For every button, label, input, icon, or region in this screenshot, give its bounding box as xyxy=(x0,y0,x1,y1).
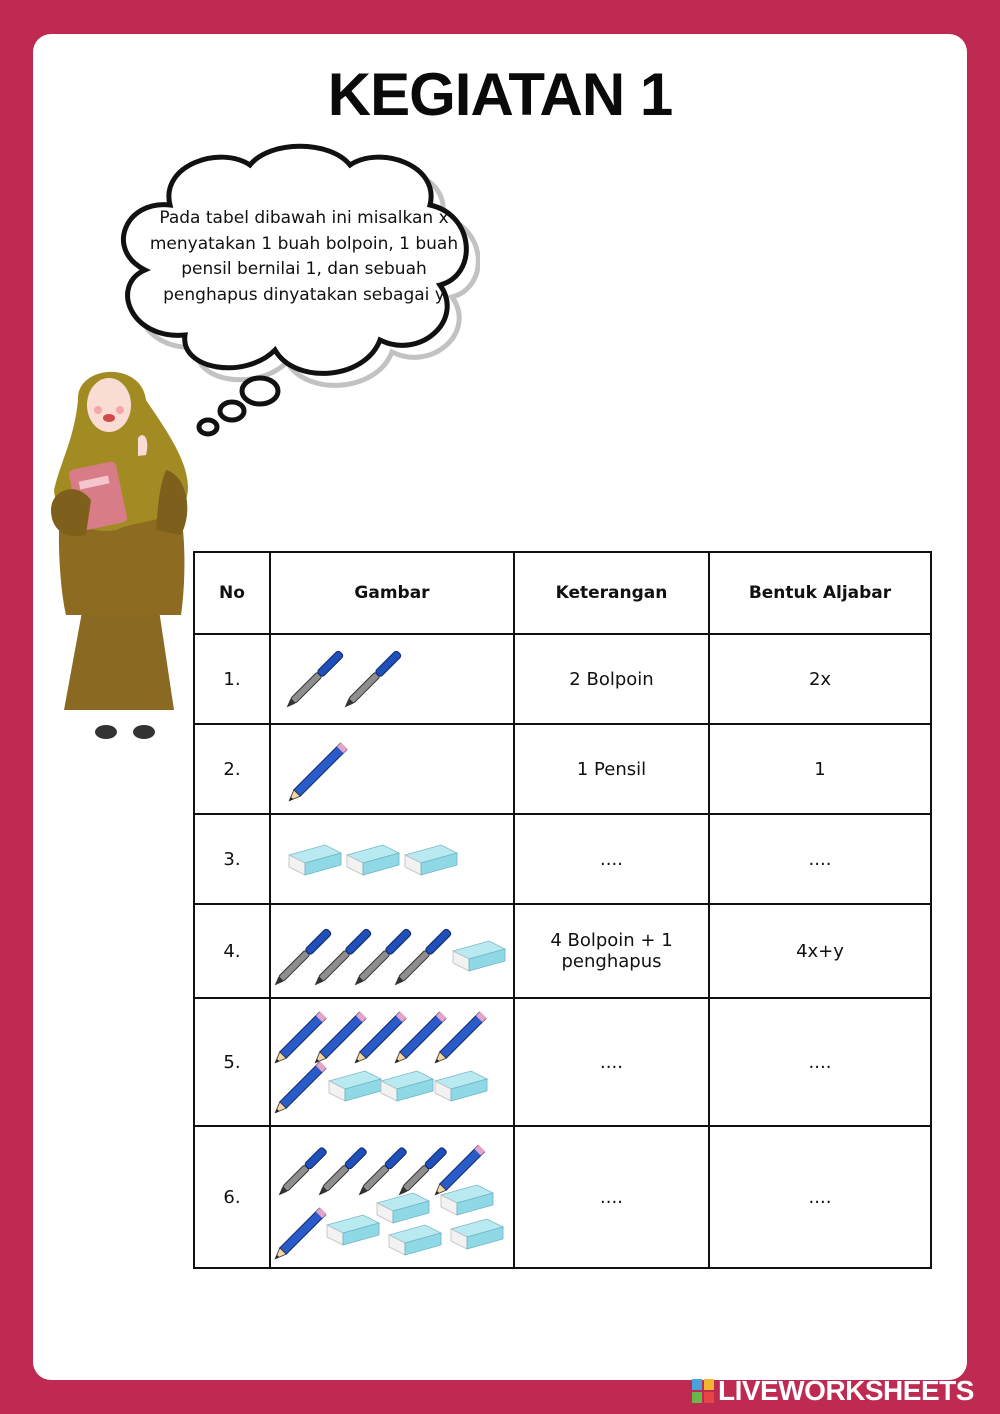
eraser-icon xyxy=(441,1185,493,1215)
pencil-icon xyxy=(286,742,348,804)
ballpoint-pen-icon xyxy=(276,1147,328,1199)
picture-cell xyxy=(270,998,514,1126)
items-picture xyxy=(271,635,511,723)
liveworksheets-logo-icon xyxy=(692,1379,714,1403)
table-row xyxy=(194,724,931,814)
picture-cell xyxy=(270,814,514,904)
eraser-icon xyxy=(329,1071,381,1101)
ballpoint-pen-icon xyxy=(342,650,402,710)
ballpoint-pen-icon xyxy=(284,650,344,710)
table-row xyxy=(194,998,931,1126)
picture-cell xyxy=(270,724,514,814)
description-cell: 1 Pensil xyxy=(514,724,709,814)
items-picture xyxy=(271,905,511,997)
algebra-cell: .... xyxy=(709,998,931,1126)
table-row xyxy=(194,904,931,998)
table-header-row xyxy=(194,552,931,634)
eraser-icon xyxy=(453,941,505,971)
eraser-icon xyxy=(327,1215,379,1245)
no-cell: 3. xyxy=(194,814,270,904)
header-no: No xyxy=(194,552,270,634)
eraser-icon xyxy=(347,845,399,875)
no-cell: 1. xyxy=(194,634,270,724)
no-cell: 5. xyxy=(194,998,270,1126)
description-cell: .... xyxy=(514,998,709,1126)
header-keterangan: Keterangan xyxy=(514,552,709,634)
liveworksheets-brand xyxy=(692,1374,974,1408)
teacher-illustration xyxy=(46,360,196,745)
pencil-icon xyxy=(272,1062,326,1116)
table-row xyxy=(194,1126,931,1268)
items-picture xyxy=(271,725,511,813)
pencil-icon xyxy=(272,1208,326,1262)
no-cell: 2. xyxy=(194,724,270,814)
page-title: KEGIATAN 1 xyxy=(327,61,673,128)
algebra-table xyxy=(193,551,932,1269)
eraser-icon xyxy=(289,845,341,875)
description-cell: 4 Bolpoin + 1 penghapus xyxy=(514,904,709,998)
picture-cell xyxy=(270,904,514,998)
eraser-icon xyxy=(389,1225,441,1255)
description-cell: .... xyxy=(514,814,709,904)
algebra-cell: 4x+y xyxy=(709,904,931,998)
algebra-cell: .... xyxy=(709,814,931,904)
eraser-icon xyxy=(435,1071,487,1101)
algebra-cell: .... xyxy=(709,1126,931,1268)
liveworksheets-label: LIVEWORKSHEETS xyxy=(718,1375,974,1406)
algebra-cell: 2x xyxy=(709,634,931,724)
table-row xyxy=(194,634,931,724)
picture-cell xyxy=(270,634,514,724)
eraser-icon xyxy=(377,1193,429,1223)
table-row xyxy=(194,814,931,904)
items-picture xyxy=(271,999,511,1125)
header-bentuk-aljabar: Bentuk Aljabar xyxy=(709,552,931,634)
eraser-icon xyxy=(405,845,457,875)
no-cell: 6. xyxy=(194,1126,270,1268)
picture-cell xyxy=(270,1126,514,1268)
description-cell: 2 Bolpoin xyxy=(514,634,709,724)
items-picture xyxy=(271,1127,511,1267)
instruction-text: Pada tabel dibawah ini misalkan x menyatakan 1 buah bolpoin, 1 buah pensil bernilai 1, dan sebuah penghapus dinyatakan sebagai y xyxy=(149,208,459,305)
header-gambar: Gambar xyxy=(270,552,514,634)
description-cell: .... xyxy=(514,1126,709,1268)
eraser-icon xyxy=(381,1071,433,1101)
no-cell: 4. xyxy=(194,904,270,998)
eraser-icon xyxy=(451,1219,503,1249)
algebra-cell: 1 xyxy=(709,724,931,814)
items-picture xyxy=(271,815,511,903)
